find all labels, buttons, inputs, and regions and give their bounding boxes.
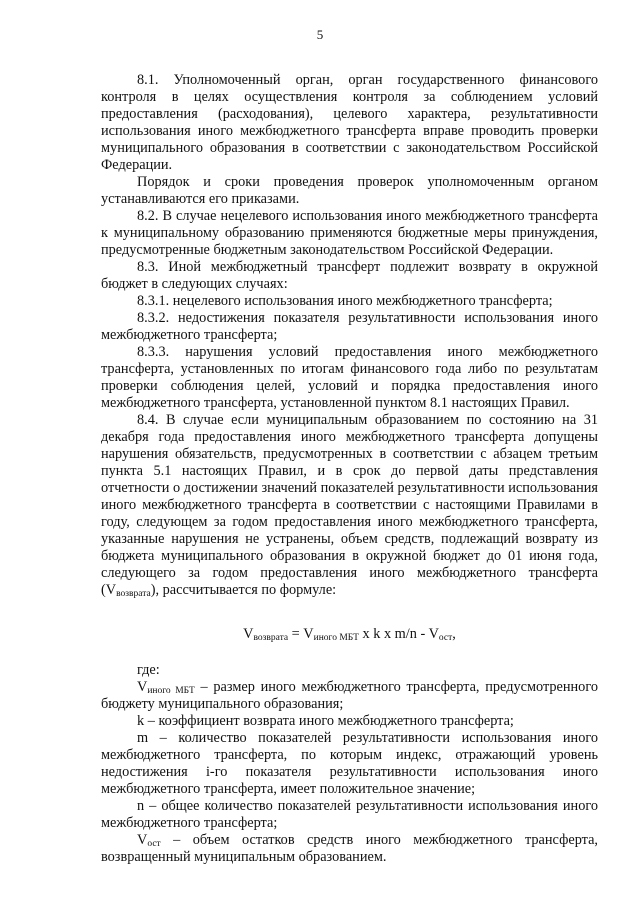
definition-v-mbt-text: – размер иного межбюджетного трансферта, предусмотренного бюджету муниципального образования; — [101, 679, 598, 712]
definition-v-ost-symbol: V — [137, 832, 148, 848]
definition-m: m – количество показателей результативности использования иного межбюджетного трансферта, по которым индекс, отражающий уровень недостижения i-го показателя результативности использования иного межбюджетного трансферта, имеет положительное значение; — [101, 730, 598, 797]
paragraph-8-4-end: ), рассчитывается по формуле: — [150, 582, 337, 598]
formula-v: V — [243, 626, 254, 642]
paragraph-8-3-2: 8.3.2. недостижения показателя результативности использования иного межбюджетного трансферта; — [101, 310, 598, 343]
formula-end: , — [452, 626, 456, 642]
paragraph-8-4-subscript: возврата — [116, 589, 151, 599]
definition-v-ost — [101, 832, 598, 866]
where-label: где: — [137, 662, 160, 678]
definition-v-mbt-symbol: V — [137, 679, 148, 695]
paragraph-8-3: 8.3. Иной межбюджетный трансферт подлежит возврату в окружной бюджет в следующих случаях: — [101, 259, 598, 292]
paragraph-8-1: 8.1. Уполномоченный орган, орган государственного финансового контроля в целях осуществления контроля за соблюдением условий предоставления (расходования), целевого характера, результативности использования иного межбюджетного трансферта вправе проводить проверки муниципального образования в соответствии с законодательством Российской Федерации. — [101, 72, 598, 173]
paragraph-8-4 — [101, 412, 598, 599]
paragraph-8-4-text: 8.4. В случае если муниципальным образованием по состоянию на 31 декабря года предоставления иного межбюджетного трансферта допущены нарушения обязательств, предусмотренных в соответствии с абзацем третьим пункта 5.1 настоящих Правил, и в срок до первой даты представления отчетности о достижении значений показателей результативности использования иного межбюджетного трансферта в соответствии с настоящими Правилами в году, следующем за годом предоставления иного межбюджетного трансферта, указанные нарушения не устранены, объем средств, подлежащий возврату из бюджета муниципального образования в окружной бюджет до 01 июня года, следующего за годом предоставления иного межбюджетного трансферта (V — [101, 412, 598, 598]
formula-sub-return: возврата — [253, 633, 289, 643]
paragraph-8-3-1: 8.3.1. нецелевого использования иного межбюджетного трансферта; — [137, 293, 553, 309]
paragraph-8-2: 8.2. В случае нецелевого использования иного межбюджетного трансферта к муниципальному образованию применяются бюджетные меры принуждения, предусмотренные бюджетным законодательством Российской Федерации. — [101, 208, 598, 258]
paragraph-8-3-3: 8.3.3. нарушения условий предоставления иного межбюджетного трансферта, установленных по итогам финансового года либо по результатам проверки соблюдения целей, условий и порядка предоставления иного межбюджетного трансферта, установленной пунктом 8.1 настоящих Правил. — [101, 344, 598, 411]
formula-sub-mbt: иного МБТ — [313, 633, 359, 643]
definition-v-mbt — [101, 679, 598, 713]
formula-sub-ost: ост — [438, 633, 453, 643]
definition-v-ost-text: – объем остатков средств иного межбюджетного трансферта, возвращенный муниципальным образованием. — [101, 832, 598, 865]
paragraph-procedure: Порядок и сроки проведения проверок уполномоченным органом устанавливаются его приказами. — [101, 174, 598, 207]
definition-n: n – общее количество показателей результативности использования иного межбюджетного трансферта; — [101, 798, 598, 831]
document-body — [101, 72, 598, 866]
return-formula — [101, 626, 598, 643]
formula-rest: x k x m/n - V — [358, 626, 439, 642]
definition-v-ost-subscript: ост — [147, 839, 161, 849]
page-number: 5 — [316, 27, 324, 42]
formula-eq: = V — [288, 626, 314, 642]
definition-v-mbt-subscript: иного МБТ — [147, 686, 195, 696]
definition-k: k – коэффициент возврата иного межбюджетного трансферта; — [137, 713, 514, 729]
